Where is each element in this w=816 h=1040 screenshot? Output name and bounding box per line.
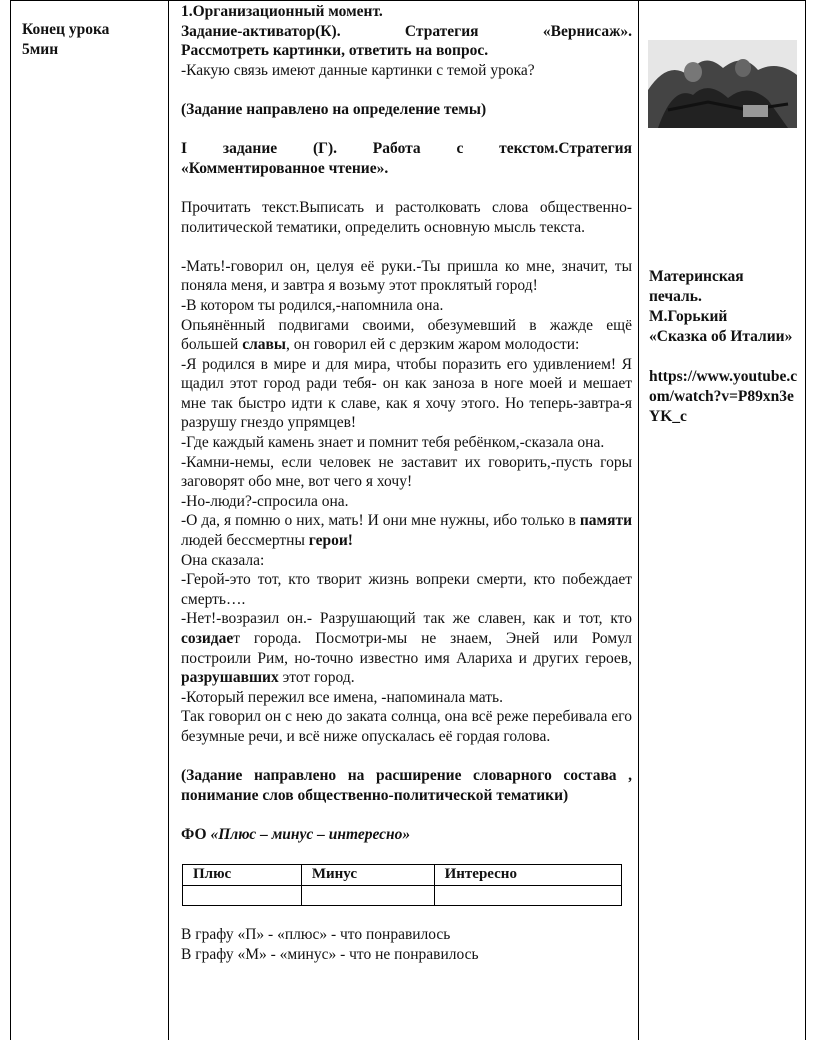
text-paragraph: -Но-люди?-спросила она. — [181, 492, 349, 510]
section-heading: 1.Организационный момент. — [181, 3, 383, 20]
table-cell-empty — [434, 885, 621, 905]
column-plus: Плюс — [183, 865, 302, 886]
stage-label: Конец урока — [22, 21, 110, 38]
text-paragraph: -О да, я помню о них, мать! И они мне нужны, ибо только в памяти людей бессмертны герои! — [181, 512, 632, 550]
plus-minus-table — [182, 864, 622, 906]
task-note-1: (Задание направлено на определение темы) — [181, 100, 487, 118]
text-paragraph: -Нет!-возразил он.- Разрушающий так же славен, как и тот, кто созидает города. Посмотри-мы не знаем, Эней или Ромул построили Рим, но-точно известно имя Алариха и других героев, разрушавших этот город. — [181, 610, 632, 687]
activator-line-2: Рассмотреть картинки, ответить на вопрос. — [181, 42, 489, 60]
resource-author: М.Горький — [649, 308, 728, 325]
keyword: разрушавших — [181, 669, 279, 687]
text-paragraph: -Мать!-говорил он, целуя её руки.-Ты пришла ко мне, значит, ты поняла меня, и завтра я возьму этот проклятый город! — [181, 257, 632, 295]
text-paragraph: -Который пережил все имена, -напоминала мать. — [181, 688, 503, 706]
column-divider-1 — [168, 0, 169, 1040]
text-paragraph: -Где каждый камень знает и помнит тебя ребёнком,-сказала она. — [181, 434, 605, 452]
text-paragraph: -В котором ты родился,-напомнила она. — [181, 296, 444, 314]
text-paragraph: -Я родился в мире и для мира, чтобы поразить его удивлением! Я щадил этот город ради тебя- он как заноза в ноге моей и мешает мне так быстро идти к славе, как я хочу этого. Но теперь-завтра-я разрушу гнездо упрямцев! — [181, 355, 632, 432]
keyword: славы — [242, 336, 287, 354]
legend-plus: В графу «П» - «плюс» - что понравилось — [181, 926, 451, 944]
task1-instruction: Прочитать текст.Выписать и растолковать слова общественно-политической тематики, определить основную мысль текста. — [181, 198, 632, 236]
resource-title-cont: печаль. — [649, 288, 702, 305]
activity-cell — [181, 2, 632, 965]
fo-heading: ФО «Плюс – минус – интересно» — [181, 825, 411, 843]
text-paragraph: -Камни-немы, если человек не заставит их говорить,-пусть горы заговорят обо мне, вот чего я хочу! — [181, 453, 632, 491]
activator-line-1: Задание-активатор(К). Стратегия «Вернисаж». — [181, 22, 632, 40]
column-minus: Минус — [301, 865, 434, 886]
column-divider-2 — [638, 0, 639, 1040]
keyword: герои! — [308, 532, 353, 550]
resources-cell — [649, 267, 801, 427]
keyword: памяти — [579, 512, 632, 530]
column-interesting: Интересно — [434, 865, 621, 886]
text-paragraph: Опьянённый подвигами своими, обезумевший в жажде ещё большей славы, он говорил ей с дерзким жаром молодости: — [181, 316, 632, 354]
task-note-2: (Задание направлено на расширение словарного состава , понимание слов общественно-политической тематики) — [181, 767, 632, 804]
table-cell-empty — [301, 885, 434, 905]
text-paragraph: -Герой-это тот, кто творит жизнь вопреки смерти, кто побеждает смерть…. — [181, 571, 632, 608]
text-paragraph: Она сказала: — [181, 551, 265, 569]
resource-work: «Сказка об Италии» — [649, 328, 793, 345]
resource-title: Материнская — [649, 268, 744, 285]
video-link[interactable]: https://www.youtube.com/watch?v=P89xn3eYK_c — [649, 368, 798, 425]
stage-time: 5мин — [22, 41, 59, 58]
fo-strategy: «Плюс – минус – интересно» — [210, 825, 411, 843]
legend-minus: В графу «М» - «минус» - что не понравилось — [181, 945, 479, 963]
text-paragraph: Так говорил он с нею до заката солнца, она всё реже перебивала его безумные речи, и всё ниже опускалась её гордая голова. — [181, 708, 632, 745]
activator-question: -Какую связь имеют данные картинки с темой урока? — [181, 61, 535, 79]
task1-line-1: I задание (Г). Работа с текстом.Стратегия — [181, 140, 632, 158]
keyword: созидае — [181, 630, 234, 647]
stage-cell — [22, 20, 162, 60]
engraving-picture-icon — [648, 40, 797, 128]
task1-line-2: «Комментированное чтение». — [181, 159, 389, 177]
table-cell-empty — [183, 885, 302, 905]
